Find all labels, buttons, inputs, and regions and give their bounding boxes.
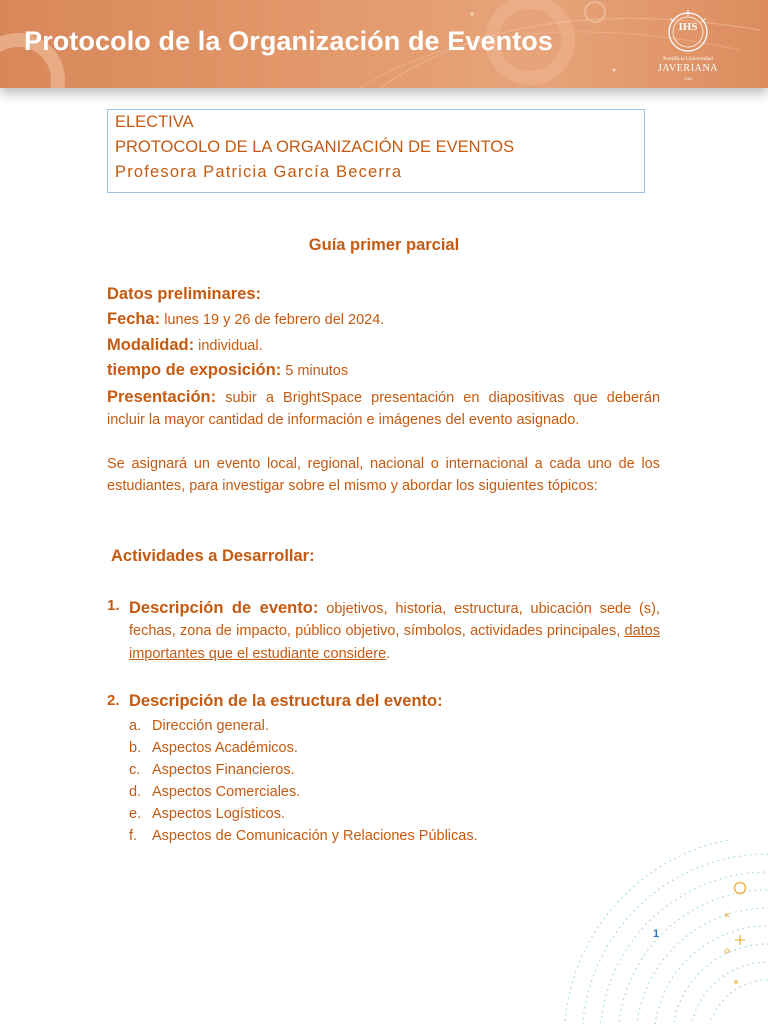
fecha-line bbox=[107, 310, 384, 329]
list-item bbox=[129, 828, 478, 844]
presentacion-label: Presentación: bbox=[107, 388, 217, 406]
list-item bbox=[129, 740, 298, 756]
list-letter: c. bbox=[129, 762, 141, 778]
header-banner bbox=[0, 0, 768, 88]
preliminary-heading: Datos preliminares: bbox=[107, 285, 262, 303]
list-text: Dirección general. bbox=[152, 718, 269, 734]
corner-dotted-decoration bbox=[480, 840, 768, 1024]
list-item bbox=[129, 718, 269, 734]
page-number: 1 bbox=[653, 928, 660, 940]
assignment-paragraph: Se asignará un evento local, regional, nacional o internacional a cada uno de los estudiantes, para investigar sobre el mismo y abordar los siguientes tópicos: bbox=[107, 456, 660, 495]
fecha-value: lunes 19 y 26 de febrero del 2024. bbox=[164, 312, 385, 328]
item2-label: Descripción de la estructura del evento: bbox=[129, 692, 443, 710]
tiempo-label: tiempo de exposición: bbox=[107, 361, 282, 379]
item1-end: . bbox=[386, 645, 391, 662]
header-title: Protocolo de la Organización de Eventos bbox=[24, 26, 554, 56]
modalidad-label: Modalidad: bbox=[107, 336, 195, 354]
tiempo-value: 5 minutos bbox=[285, 363, 349, 379]
list-letter: d. bbox=[129, 784, 142, 800]
fecha-label: Fecha: bbox=[107, 310, 161, 328]
presentacion-paragraph bbox=[107, 386, 660, 432]
item1-paragraph bbox=[129, 597, 660, 665]
item1-number: 1. bbox=[107, 597, 120, 614]
list-item bbox=[129, 784, 300, 800]
logo-university-line: Pontificia Universidad bbox=[663, 56, 713, 62]
list-text: Aspectos de Comunicación y Relaciones Públicas. bbox=[152, 828, 478, 844]
logo-city: Cali bbox=[684, 76, 692, 81]
list-letter: e. bbox=[129, 806, 142, 822]
list-item bbox=[129, 806, 285, 822]
course-type: ELECTIVA bbox=[115, 113, 194, 131]
logo-monogram: IHS bbox=[678, 21, 698, 33]
item1-text: objetivos, historia, estructura, ubicación sede (s), fechas, zona de impacto, público objetivo, símbolos, actividades principales, bbox=[129, 601, 660, 640]
list-text: Aspectos Comerciales. bbox=[152, 784, 301, 800]
modalidad-value: individual. bbox=[198, 338, 263, 354]
list-letter: a. bbox=[129, 718, 142, 734]
presentacion-value: subir a BrightSpace presentación en diapositivas que deberán incluir la mayor cantidad de información e imágenes del evento asignado. bbox=[107, 390, 661, 429]
item1-label: Descripción de evento: bbox=[129, 599, 319, 617]
course-name: PROTOCOLO DE LA ORGANIZACIÓN DE EVENTOS bbox=[115, 138, 515, 156]
professor-name: Profesora Patricia García Becerra bbox=[115, 163, 403, 181]
list-letter: f. bbox=[129, 828, 138, 844]
list-letter: b. bbox=[129, 740, 142, 756]
list-text: Aspectos Financieros. bbox=[152, 762, 295, 778]
item1-underlined-text: datos importantes que el estudiante considere bbox=[129, 623, 660, 662]
item2-number: 2. bbox=[107, 692, 120, 709]
logo-name: JAVERIANA bbox=[657, 63, 719, 74]
list-item bbox=[129, 762, 295, 778]
activities-heading: Actividades a Desarrollar: bbox=[111, 547, 315, 565]
tiempo-line bbox=[107, 361, 348, 380]
modalidad-line bbox=[107, 336, 263, 355]
list-text: Aspectos Académicos. bbox=[152, 740, 298, 756]
list-text: Aspectos Logísticos. bbox=[152, 806, 285, 822]
course-info-box bbox=[107, 109, 645, 193]
guide-title: Guía primer parcial bbox=[308, 236, 460, 254]
